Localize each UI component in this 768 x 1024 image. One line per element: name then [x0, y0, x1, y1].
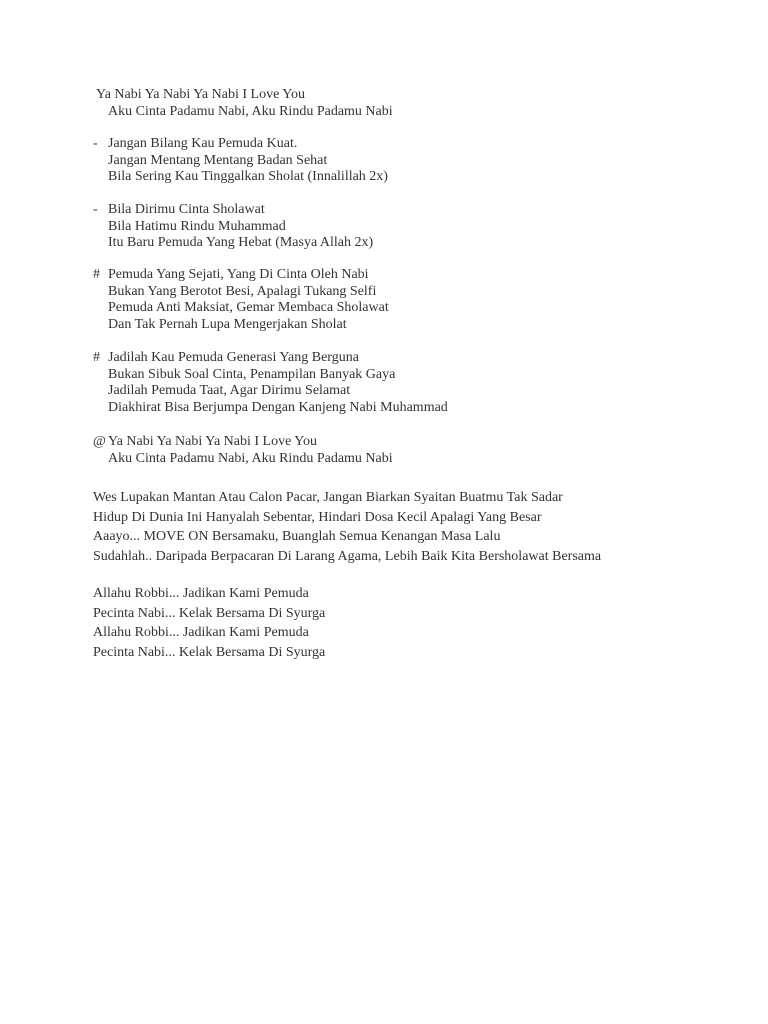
verse-stanza [93, 488, 753, 566]
stanza-4-line-2: Bukan Sibuk Soal Cinta, Penampilan Banyak Gaya [108, 366, 396, 382]
outro-line-4: Pecinta Nabi... Kelak Bersama Di Syurga [93, 644, 326, 660]
stanza-2-line-2: Bila Hatimu Rindu Muhammad [108, 218, 286, 234]
stanza-3-line-4: Dan Tak Pernah Lupa Mengerjakan Sholat [108, 317, 347, 333]
chorus-line-1 [93, 434, 753, 451]
stanza-3 [93, 267, 753, 334]
verse-line-2: Hidup Di Dunia Ini Hanyalah Sebentar, Hindari Dosa Kecil Apalagi Yang Besar [93, 509, 542, 525]
outro-line-2: Pecinta Nabi... Kelak Bersama Di Syurga [93, 605, 326, 621]
outro-stanza [93, 584, 753, 662]
stanza-3-line-2: Bukan Yang Berotot Besi, Apalagi Tukang Selfi [108, 283, 377, 299]
outro-line-3: Allahu Robbi... Jadikan Kami Pemuda [93, 625, 309, 640]
stanza-1 [93, 136, 753, 186]
stanza-1-line-1 [93, 136, 753, 153]
chorus-line-2: Aku Cinta Padamu Nabi, Aku Rindu Padamu Nabi [108, 450, 393, 466]
stanza-4-line-4: Diakhirat Bisa Berjumpa Dengan Kanjeng Nabi Muhammad [108, 400, 448, 416]
stanza-2-marker: - [93, 202, 98, 217]
stanza-2-text-1: Bila Dirimu Cinta Sholawat [108, 202, 265, 217]
stanza-4-line-3: Jadilah Pemuda Taat, Agar Dirimu Selamat [108, 383, 351, 399]
verse-line-3: Aaayo... MOVE ON Bersamaku, Buanglah Semua Kenangan Masa Lalu [93, 529, 501, 544]
stanza-3-marker: # [93, 267, 100, 282]
outro-line-1: Allahu Robbi... Jadikan Kami Pemuda [93, 586, 309, 601]
intro-stanza [93, 87, 753, 120]
stanza-1-line-3: Bila Sering Kau Tinggalkan Sholat (Innalillah 2x) [108, 169, 388, 185]
stanza-3-line-3: Pemuda Anti Maksiat, Gemar Membaca Sholawat [108, 300, 389, 316]
stanza-1-line-2: Jangan Mentang Mentang Badan Sehat [108, 152, 328, 168]
chorus-marker: @ [93, 434, 106, 449]
stanza-3-text-1: Pemuda Yang Sejati, Yang Di Cinta Oleh Nabi [108, 267, 369, 282]
stanza-3-line-1 [93, 267, 753, 284]
verse-line-4: Sudahlah.. Daripada Berpacaran Di Larang Agama, Lebih Baik Kita Bersholawat Bersama [93, 548, 602, 564]
stanza-1-text-1: Jangan Bilang Kau Pemuda Kuat. [108, 136, 298, 151]
intro-line-1: Ya Nabi Ya Nabi Ya Nabi I Love You [93, 87, 305, 102]
intro-line-2: Aku Cinta Padamu Nabi, Aku Rindu Padamu Nabi [108, 103, 393, 119]
chorus-text-1: Ya Nabi Ya Nabi Ya Nabi I Love You [108, 434, 317, 449]
chorus-stanza [93, 434, 753, 467]
stanza-2 [93, 202, 753, 252]
stanza-2-line-3: Itu Baru Pemuda Yang Hebat (Masya Allah 2x) [108, 235, 374, 251]
stanza-1-marker: - [93, 136, 98, 151]
verse-line-1: Wes Lupakan Mantan Atau Calon Pacar, Jangan Biarkan Syaitan Buatmu Tak Sadar [93, 490, 563, 505]
stanza-4 [93, 350, 753, 417]
stanza-4-line-1 [93, 350, 753, 367]
stanza-4-marker: # [93, 350, 100, 365]
stanza-2-line-1 [93, 202, 753, 219]
stanza-4-text-1: Jadilah Kau Pemuda Generasi Yang Berguna [108, 350, 359, 365]
